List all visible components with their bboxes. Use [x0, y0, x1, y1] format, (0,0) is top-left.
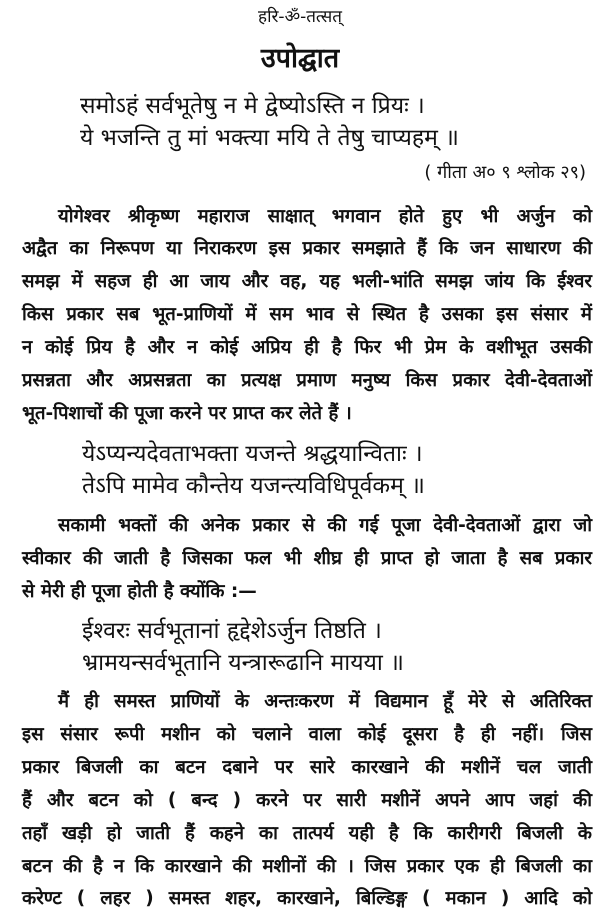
verse2-line-2: तेऽपि मामेव कौन्तेय यजन्त्यविधिपूर्वकम् ॥	[82, 473, 425, 499]
para1-line-3: समझ में सहज ही आ जाय और वह, यह भली-भांति समझ जांय कि ईश्वर	[22, 271, 592, 292]
verse2-line-1: येऽप्यन्यदेवताभक्ता यजन्ते श्रद्धयान्विताः ।	[82, 441, 423, 467]
page-header-invocation: हरि-ॐ-तत्सत्	[258, 7, 342, 27]
page-title: उपोद्घात	[260, 43, 340, 74]
para3-line-5: तहाँ खड़ी हो जाती हैं कहने का तात्पर्य यही है कि कारीगरी बिजली के	[22, 823, 592, 844]
para1-line-5: न कोई प्रिय है और न कोई अप्रिय ही है फिर भी प्रेम के वशीभूत उसकी	[22, 337, 592, 358]
verse1-line-1: समोऽहं सर्वभूतेषु न मे द्वेष्योऽस्ति न प्रियः ।	[80, 93, 425, 119]
para3-line-4: हैं और बटन को ( बन्द ) करने पर सारी मशीनें अपने आप जहां की	[22, 790, 592, 811]
para1-line-6: प्रसन्नता और अप्रसन्नता का प्रत्यक्ष प्रमाण मनुष्य किस प्रकार देवी-देवताओं	[22, 370, 592, 391]
para1-line-1: योगेश्वर श्रीकृष्ण महाराज साक्षात् भगवान होते हुए भी अर्जुन को	[58, 206, 592, 227]
para1-line-7: भूत-पिशाचों की पूजा करने पर प्राप्त कर लेते हैं ।	[22, 403, 352, 424]
para2-line-3: से मेरी ही पूजा होती है क्योंकि :—	[22, 581, 257, 602]
para2-line-2: स्वीकार की जाती है जिसका फल भी शीघ्र ही प्राप्त हो जाता है सब प्रकार	[22, 548, 592, 569]
verse3-line-1: ईश्वरः सर्वभूतानां हृद्देशेऽर्जुन तिष्ठति ।	[82, 618, 382, 644]
para3-line-1: मैं ही समस्त प्राणियों के अन्तःकरण में विद्यमान हूँ मेरे से अतिरिक्त	[58, 691, 592, 712]
verse1-reference: ( गीता अ० ९ श्लोक २९)	[424, 162, 586, 183]
para1-line-4: किस प्रकार सब भूत-प्राणियों में सम भाव से स्थित है उसका इस संसार में	[22, 304, 592, 325]
para3-line-6: बटन की है न कि कारखाने की मशीनों की । जिस प्रकार एक ही बिजली का	[22, 856, 592, 877]
para3-line-7: करेण्ट ( लहर ) समस्त शहर, कारखाने, बिल्डिङ्ग ( मकान ) आदि को	[22, 888, 592, 909]
verse1-line-2: ये भजन्ति तु मां भक्त्या मयि ते तेषु चाप्यहम् ॥	[80, 125, 459, 151]
para2-line-1: सकामी भक्तों की अनेक प्रकार से की गई पूजा देवी-देवताओं द्वारा जो	[58, 515, 592, 536]
para3-line-3: प्रकार बिजली का बटन दबाने पर सारे कारखाने की मशीनें चल जाती	[22, 757, 592, 778]
verse3-line-2: भ्रामयन्सर्वभूतानि यन्त्रारूढानि मायया ॥	[82, 650, 404, 676]
para3-line-2: इस संसार रूपी मशीन को चलाने वाला कोई दूसरा है ही नहीं। जिस	[22, 724, 592, 745]
para1-line-2: अद्वैत का निरूपण या निराकरण इस प्रकार समझाते हैं कि जन साधारण की	[22, 238, 592, 259]
